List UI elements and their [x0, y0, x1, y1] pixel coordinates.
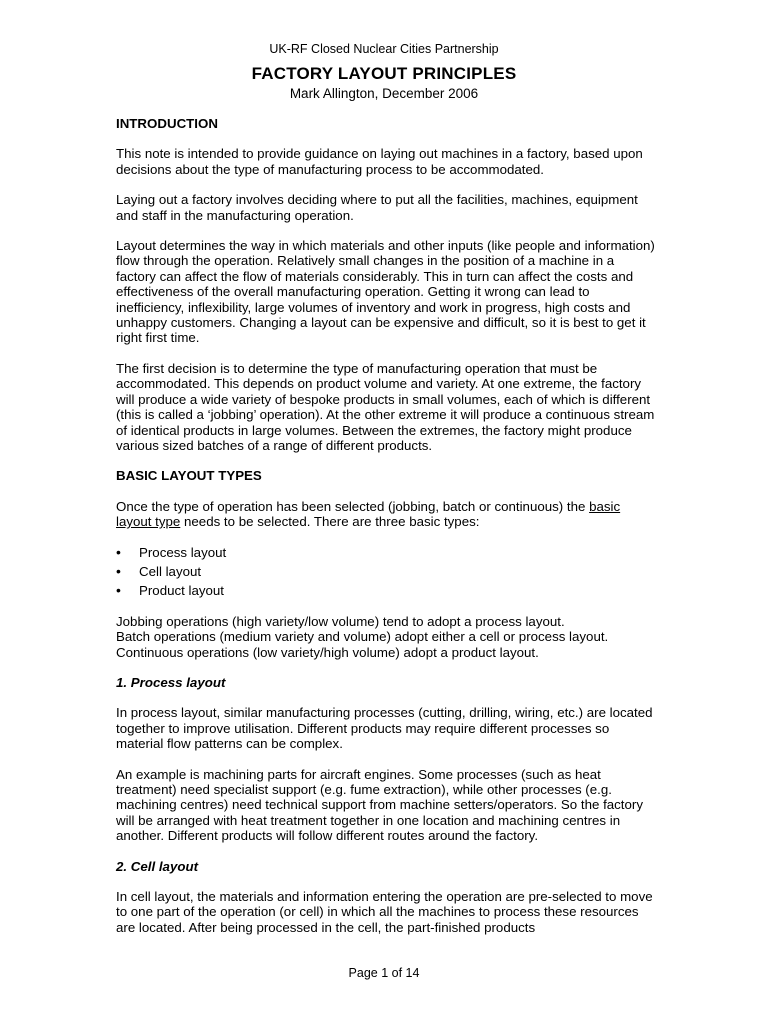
section-heading-basic-layout-types: BASIC LAYOUT TYPES — [116, 468, 262, 484]
paragraph-line: Continuous operations (low variety/high volume) adopt a product layout. — [116, 644, 539, 660]
paragraph: Layout determines the way in which materials and other inputs (like people and information) flow through the operation. Relatively small changes in the position of a machine in a factory can affect the flow of materials considerably. This in turn can affect the costs and effectiveness of the overall manufacturing operation. Getting it wrong can lead to inefficiency, inflexibility, large volumes of inventory and work in progress, high costs and unhappy customers. Changing a layout can be expensive and difficult, so it is best to get it right first time. — [116, 238, 655, 346]
organization-header: UK-RF Closed Nuclear Cities Partnership — [269, 42, 499, 56]
paragraph: Laying out a factory involves deciding where to put all the facilities, machines, equipment and staff in the manufacturing operation. — [116, 192, 638, 223]
list-item: • Product layout — [116, 583, 656, 598]
underlined-term: basic layout type — [116, 498, 621, 530]
author-date: Mark Allington, December 2006 — [289, 86, 479, 101]
text-run: needs to be selected. There are three basic types: — [180, 514, 480, 530]
paragraph: In cell layout, the materials and information entering the operation are pre-selected to move to one part of the operation (or cell) in which all the machines to process these resources are located. After being processed in the cell, the part-finished products — [116, 889, 653, 935]
paragraph: This note is intended to provide guidance on laying out machines in a factory, based upon decisions about the type of manufacturing process to be accommodated. — [116, 146, 643, 177]
list-item: • Process layout — [116, 545, 656, 560]
document-title: FACTORY LAYOUT PRINCIPLES — [251, 64, 517, 83]
paragraph: The first decision is to determine the type of manufacturing operation that must be accommodated. This depends on product volume and variety. At one extreme, the factory will produce a wide variety of bespoke products in small volumes, each of which is different (this is called a ‘jobbing’ operation). At the other extreme it will produce a continuous stream of identical products in large volumes. Between the extremes, the factory might produce various sized batches of a range of different products. — [116, 360, 655, 453]
layout-types-list — [116, 545, 656, 599]
paragraph — [116, 499, 656, 530]
paragraph-line: Jobbing operations (high variety/low volume) tend to adopt a process layout. — [116, 613, 565, 629]
paragraph: In process layout, similar manufacturing processes (cutting, drilling, wiring, etc.) are located together to improve utilisation. Different products may require different processes so material flow patterns can be complex. — [116, 705, 653, 752]
paragraph: An example is machining parts for aircraft engines. Some processes (such as heat treatment) need specialist support (e.g. fume extraction), while other processes (e.g. machining centres) need technical support from machine setters/operators. So the factory will be arranged with heat treatment together in one location and machining centres in another. Different products will follow different routes around the factory. — [116, 766, 643, 844]
text-run: Once the type of operation has been selected (jobbing, batch or continuous) the — [116, 498, 590, 514]
document-body — [116, 116, 656, 950]
subsection-heading-cell-layout: 2. Cell layout — [116, 858, 199, 874]
list-item: • Cell layout — [116, 564, 656, 579]
subsection-heading-process-layout: 1. Process layout — [116, 674, 226, 690]
paragraph-line: Batch operations (medium variety and volume) adopt either a cell or process layout. — [116, 629, 609, 645]
section-heading-introduction: INTRODUCTION — [116, 116, 218, 131]
page-number: Page 1 of 14 — [348, 966, 420, 980]
